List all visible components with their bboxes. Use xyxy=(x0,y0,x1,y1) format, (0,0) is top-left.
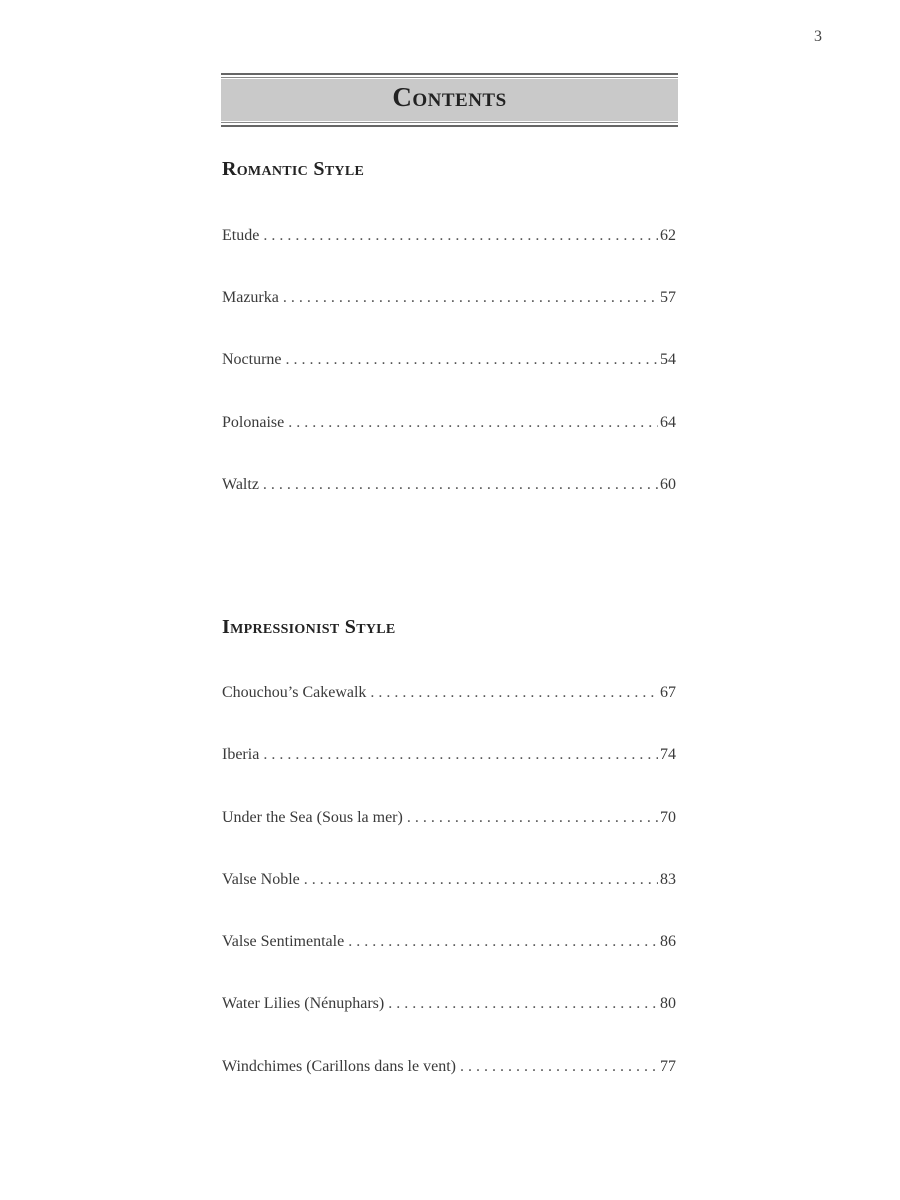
toc-entry-title: Nocturne xyxy=(222,351,282,368)
toc-entry-page: 60 xyxy=(660,476,676,493)
banner-bottom-rule-inner xyxy=(221,122,678,123)
toc-entry-page: 86 xyxy=(660,933,676,950)
toc-entry-title: Etude xyxy=(222,227,260,244)
toc-entry[interactable] xyxy=(222,414,676,438)
toc-entry[interactable] xyxy=(222,227,676,251)
toc-entry-title: Waltz xyxy=(222,476,259,493)
toc-leader-dots xyxy=(460,1058,658,1076)
toc-leader-dots xyxy=(286,351,658,369)
toc-entry[interactable] xyxy=(222,289,676,313)
toc-leader-dots xyxy=(263,746,658,764)
toc-entry-title: Under the Sea (Sous la mer) xyxy=(222,809,403,826)
banner-top-rule-inner xyxy=(221,77,678,78)
toc-entry-title: Windchimes (Carillons dans le vent) xyxy=(222,1058,456,1075)
toc-leader-dots xyxy=(348,933,658,951)
toc-entry[interactable] xyxy=(222,684,676,708)
toc-entry-page: 54 xyxy=(660,351,676,368)
toc-leader-dots xyxy=(370,684,658,702)
toc-leader-dots xyxy=(388,995,658,1013)
toc-entry[interactable] xyxy=(222,995,676,1019)
section-heading-impressionist: Impressionist Style xyxy=(222,616,396,638)
toc-entry-page: 70 xyxy=(660,809,676,826)
toc-entry-page: 80 xyxy=(660,995,676,1012)
banner-top-rule xyxy=(221,73,678,75)
toc-entry-page: 74 xyxy=(660,746,676,763)
toc-entry-page: 67 xyxy=(660,684,676,701)
page-number: 3 xyxy=(814,28,822,45)
toc-entry-page: 77 xyxy=(660,1058,676,1075)
toc-entry[interactable] xyxy=(222,351,676,375)
contents-banner xyxy=(221,73,678,127)
page-title: Contents xyxy=(392,82,507,112)
toc-entry-title: Chouchou’s Cakewalk xyxy=(222,684,367,701)
toc-entry-title: Polonaise xyxy=(222,414,285,431)
toc-entry[interactable] xyxy=(222,1058,676,1082)
toc-entry-page: 83 xyxy=(660,871,676,888)
toc-leader-dots xyxy=(288,414,658,432)
toc-entry-page: 57 xyxy=(660,289,676,306)
toc-entry[interactable] xyxy=(222,476,676,500)
toc-entry-title: Valse Sentimentale xyxy=(222,933,345,950)
toc-leader-dots xyxy=(263,227,658,245)
toc-entry-title: Valse Noble xyxy=(222,871,300,888)
toc-entry-page: 62 xyxy=(660,227,676,244)
toc-entry-title: Iberia xyxy=(222,746,260,763)
toc-leader-dots xyxy=(283,289,658,307)
toc-entry[interactable] xyxy=(222,871,676,895)
banner-bottom-rule xyxy=(221,125,678,127)
toc-entry-page: 64 xyxy=(660,414,676,431)
toc-entry[interactable] xyxy=(222,746,676,770)
toc-leader-dots xyxy=(304,871,658,889)
toc-entry-title: Mazurka xyxy=(222,289,279,306)
toc-entry-title: Water Lilies (Nénuphars) xyxy=(222,995,385,1012)
section-heading-romantic: Romantic Style xyxy=(222,158,365,180)
toc-entry[interactable] xyxy=(222,933,676,957)
toc-leader-dots xyxy=(263,476,658,494)
toc-leader-dots xyxy=(407,809,658,827)
toc-entry[interactable] xyxy=(222,809,676,833)
